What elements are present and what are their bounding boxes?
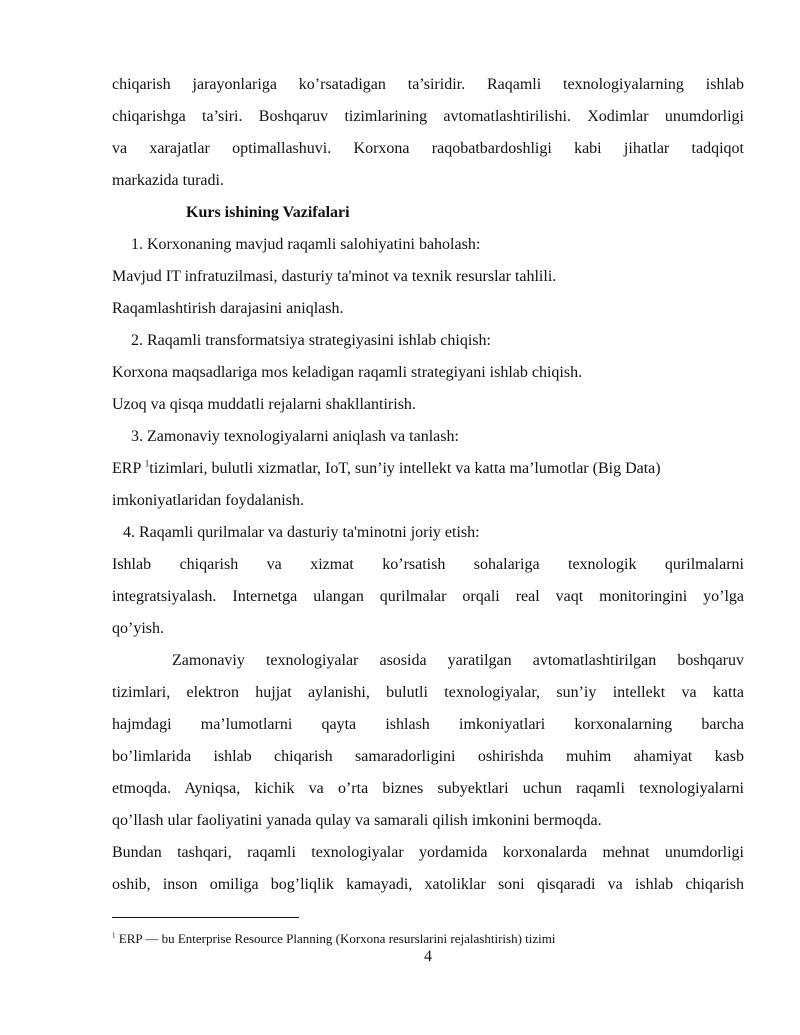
paragraph-line: Korxona maqsadlariga mos keladigan raqamli strategiyani ishlab chiqish. (112, 364, 583, 381)
paragraph-line: Ishlab chiqarish va xizmat ko’rsatish sohalariga texnologik qurilmalarni (112, 556, 744, 573)
task-item-2: 2. Raqamli transformatsiya strategiyasini ishlab chiqish: (131, 332, 491, 349)
paragraph-line: Bundan tashqari, raqamli texnologiyalar yordamida korxonalarda mehnat unumdorligi (112, 844, 744, 861)
paragraph-line: chiqarishga ta’siri. Boshqaruv tizimlarining avtomatlashtirilishi. Xodimlar unumdorligi (112, 108, 744, 125)
paragraph-line: Raqamlashtirish darajasini aniqlash. (112, 300, 344, 317)
paragraph-line: tizimlari, elektron hujjat aylanishi, bulutli texnologiyalar, sun’iy intellekt va katta (112, 684, 744, 701)
task-item-4: 4. Raqamli qurilmalar va dasturiy ta'minotni joriy etish: (123, 524, 480, 541)
footnote-separator (112, 917, 299, 918)
paragraph-line: markazida turadi. (112, 172, 224, 189)
paragraph-line: integratsiyalash. Internetga ulangan qurilmalar orqali real vaqt monitoringini yo’lga (112, 588, 744, 605)
paragraph-line: qo’llash ular faoliyatini yanada qulay va samarali qilish imkonini bermoqda. (112, 812, 602, 829)
paragraph-line: Mavjud IT infratuzilmasi, dasturiy ta'minot va texnik resurslar tahlili. (112, 268, 557, 285)
footnote-text: ERP — bu Enterprise Resource Planning (Korxona resurslarini rejalashtirish) tizimi (118, 931, 556, 946)
paragraph-line: chiqarish jarayonlariga ko’rsatadigan ta’siridir. Raqamli texnologiyalarning ishlab (112, 76, 744, 93)
paragraph-line: Zamonaviy texnologiyalar asosida yaratilgan avtomatlashtirilgan boshqaruv (172, 652, 744, 669)
paragraph-line: imkoniyatlaridan foydalanish. (112, 492, 304, 509)
section-heading: Kurs ishining Vazifalari (186, 204, 350, 221)
paragraph-line: etmoqda. Ayniqsa, kichik va o’rta biznes subyektlari uchun raqamli texnologiyalarni (112, 780, 744, 797)
page-number: 4 (424, 948, 432, 965)
paragraph-line: bo’limlarida ishlab chiqarish samaradorligini oshirishda muhim ahamiyat kasb (112, 748, 744, 765)
footnote (112, 931, 555, 947)
paragraph-line: oshib, inson omiliga bog’liqlik kamayadi, xatoliklar soni qisqaradi va ishlab chiqarish (112, 876, 744, 893)
footnote-number: 1 (112, 931, 116, 940)
task-item-1: 1. Korxonaning mavjud raqamli salohiyatini baholash: (131, 236, 481, 253)
paragraph-line: hajmdagi ma’lumotlarni qayta ishlash imkoniyatlari korxonalarning barcha (112, 716, 744, 733)
erp-line (112, 458, 744, 480)
footnote-reference: 1 (144, 458, 150, 469)
task-item-3: 3. Zamonaviy texnologiyalarni aniqlash va tanlash: (131, 428, 459, 445)
paragraph-line: Uzoq va qisqa muddatli rejalarni shakllantirish. (112, 396, 416, 413)
erp-line-text: tizimlari, bulutli xizmatlar, IoT, sun’iy intellekt va katta ma’lumotlar (Big Data) (149, 460, 661, 477)
paragraph-line: va xarajatlar optimallashuvi. Korxona raqobatbardoshligi kabi jihatlar tadqiqot (112, 140, 744, 157)
erp-term: ERP (112, 460, 145, 477)
paragraph-line: qo’yish. (112, 620, 164, 637)
